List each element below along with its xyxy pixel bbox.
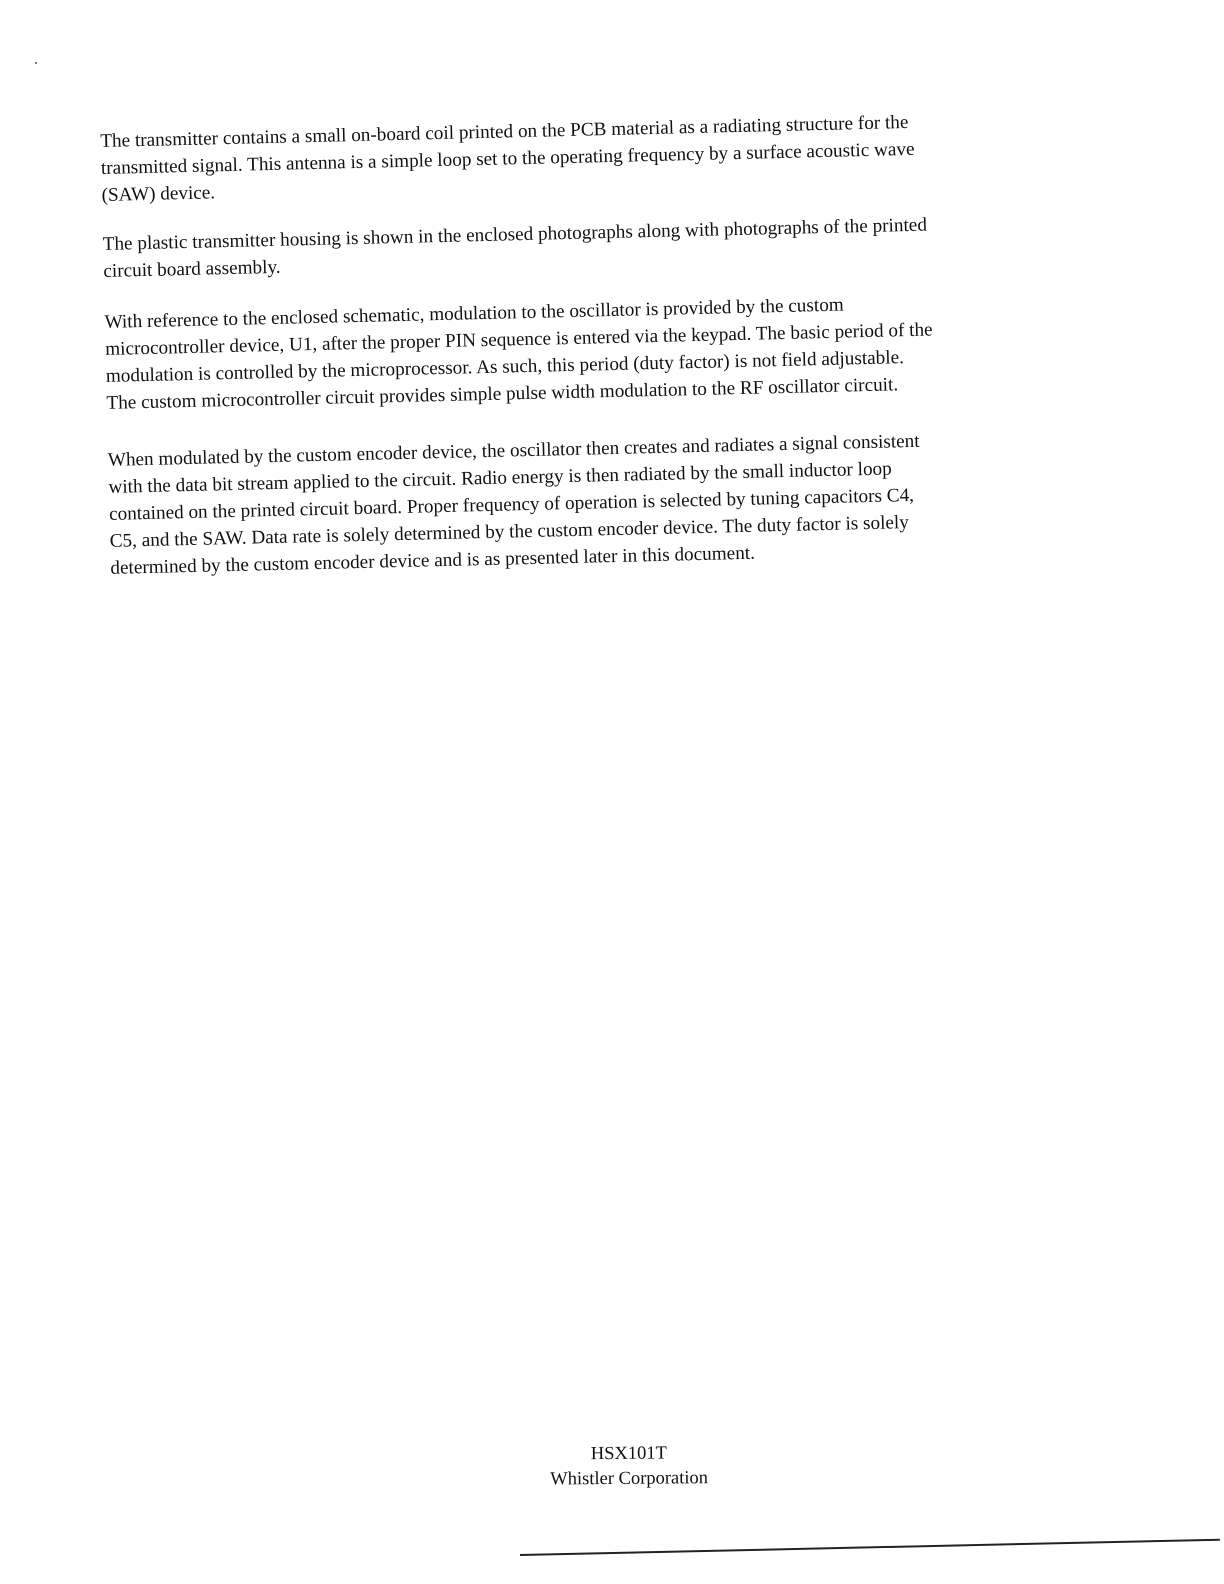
page-footer [0, 1437, 1224, 1498]
document-body [100, 106, 1051, 604]
footer-company: Whistler Corporation [550, 1468, 709, 1490]
paragraph-oscillator: When modulated by the custom encoder device, the oscillator then creates and radiates a signal consistent with the data bit stream applied to the circuit. Radio energy is then radiated by the small inductor loop contained on the printed circuit board. Proper frequency of operation is selected by tuning capacitors C4, C5, and the SAW. Data rate is solely determined by the custom encoder device. The duty factor is solely determined by the custom encoder device and is as presented later in this document. [107, 430, 920, 579]
footer-rule [520, 1539, 1220, 1556]
paragraph-housing: The plastic transmitter housing is shown in the enclosed photographs along with photographs of the printed circuit board assembly. [102, 214, 928, 282]
scan-speck [35, 62, 37, 64]
footer-model: HSX101T [590, 1443, 668, 1465]
paragraph-modulation: With reference to the enclosed schematic, modulation to the oscillator is provided by the custom microcontroller device, U1, after the proper PIN sequence is entered via the keypad. The basic period of the modulation is controlled by the microprocessor. As such, this period (duty factor) is not field adjustable. The custom microcontroller circuit provides simple pulse width modulation to the RF oscillator circuit. [104, 294, 933, 414]
paragraph-antenna: The transmitter contains a small on-board coil printed on the PCB material as a radiating structure for the transmitted signal. This antenna is a simple loop set to the operating frequency by a surface acoustic wave (SAW) device. [100, 111, 915, 206]
